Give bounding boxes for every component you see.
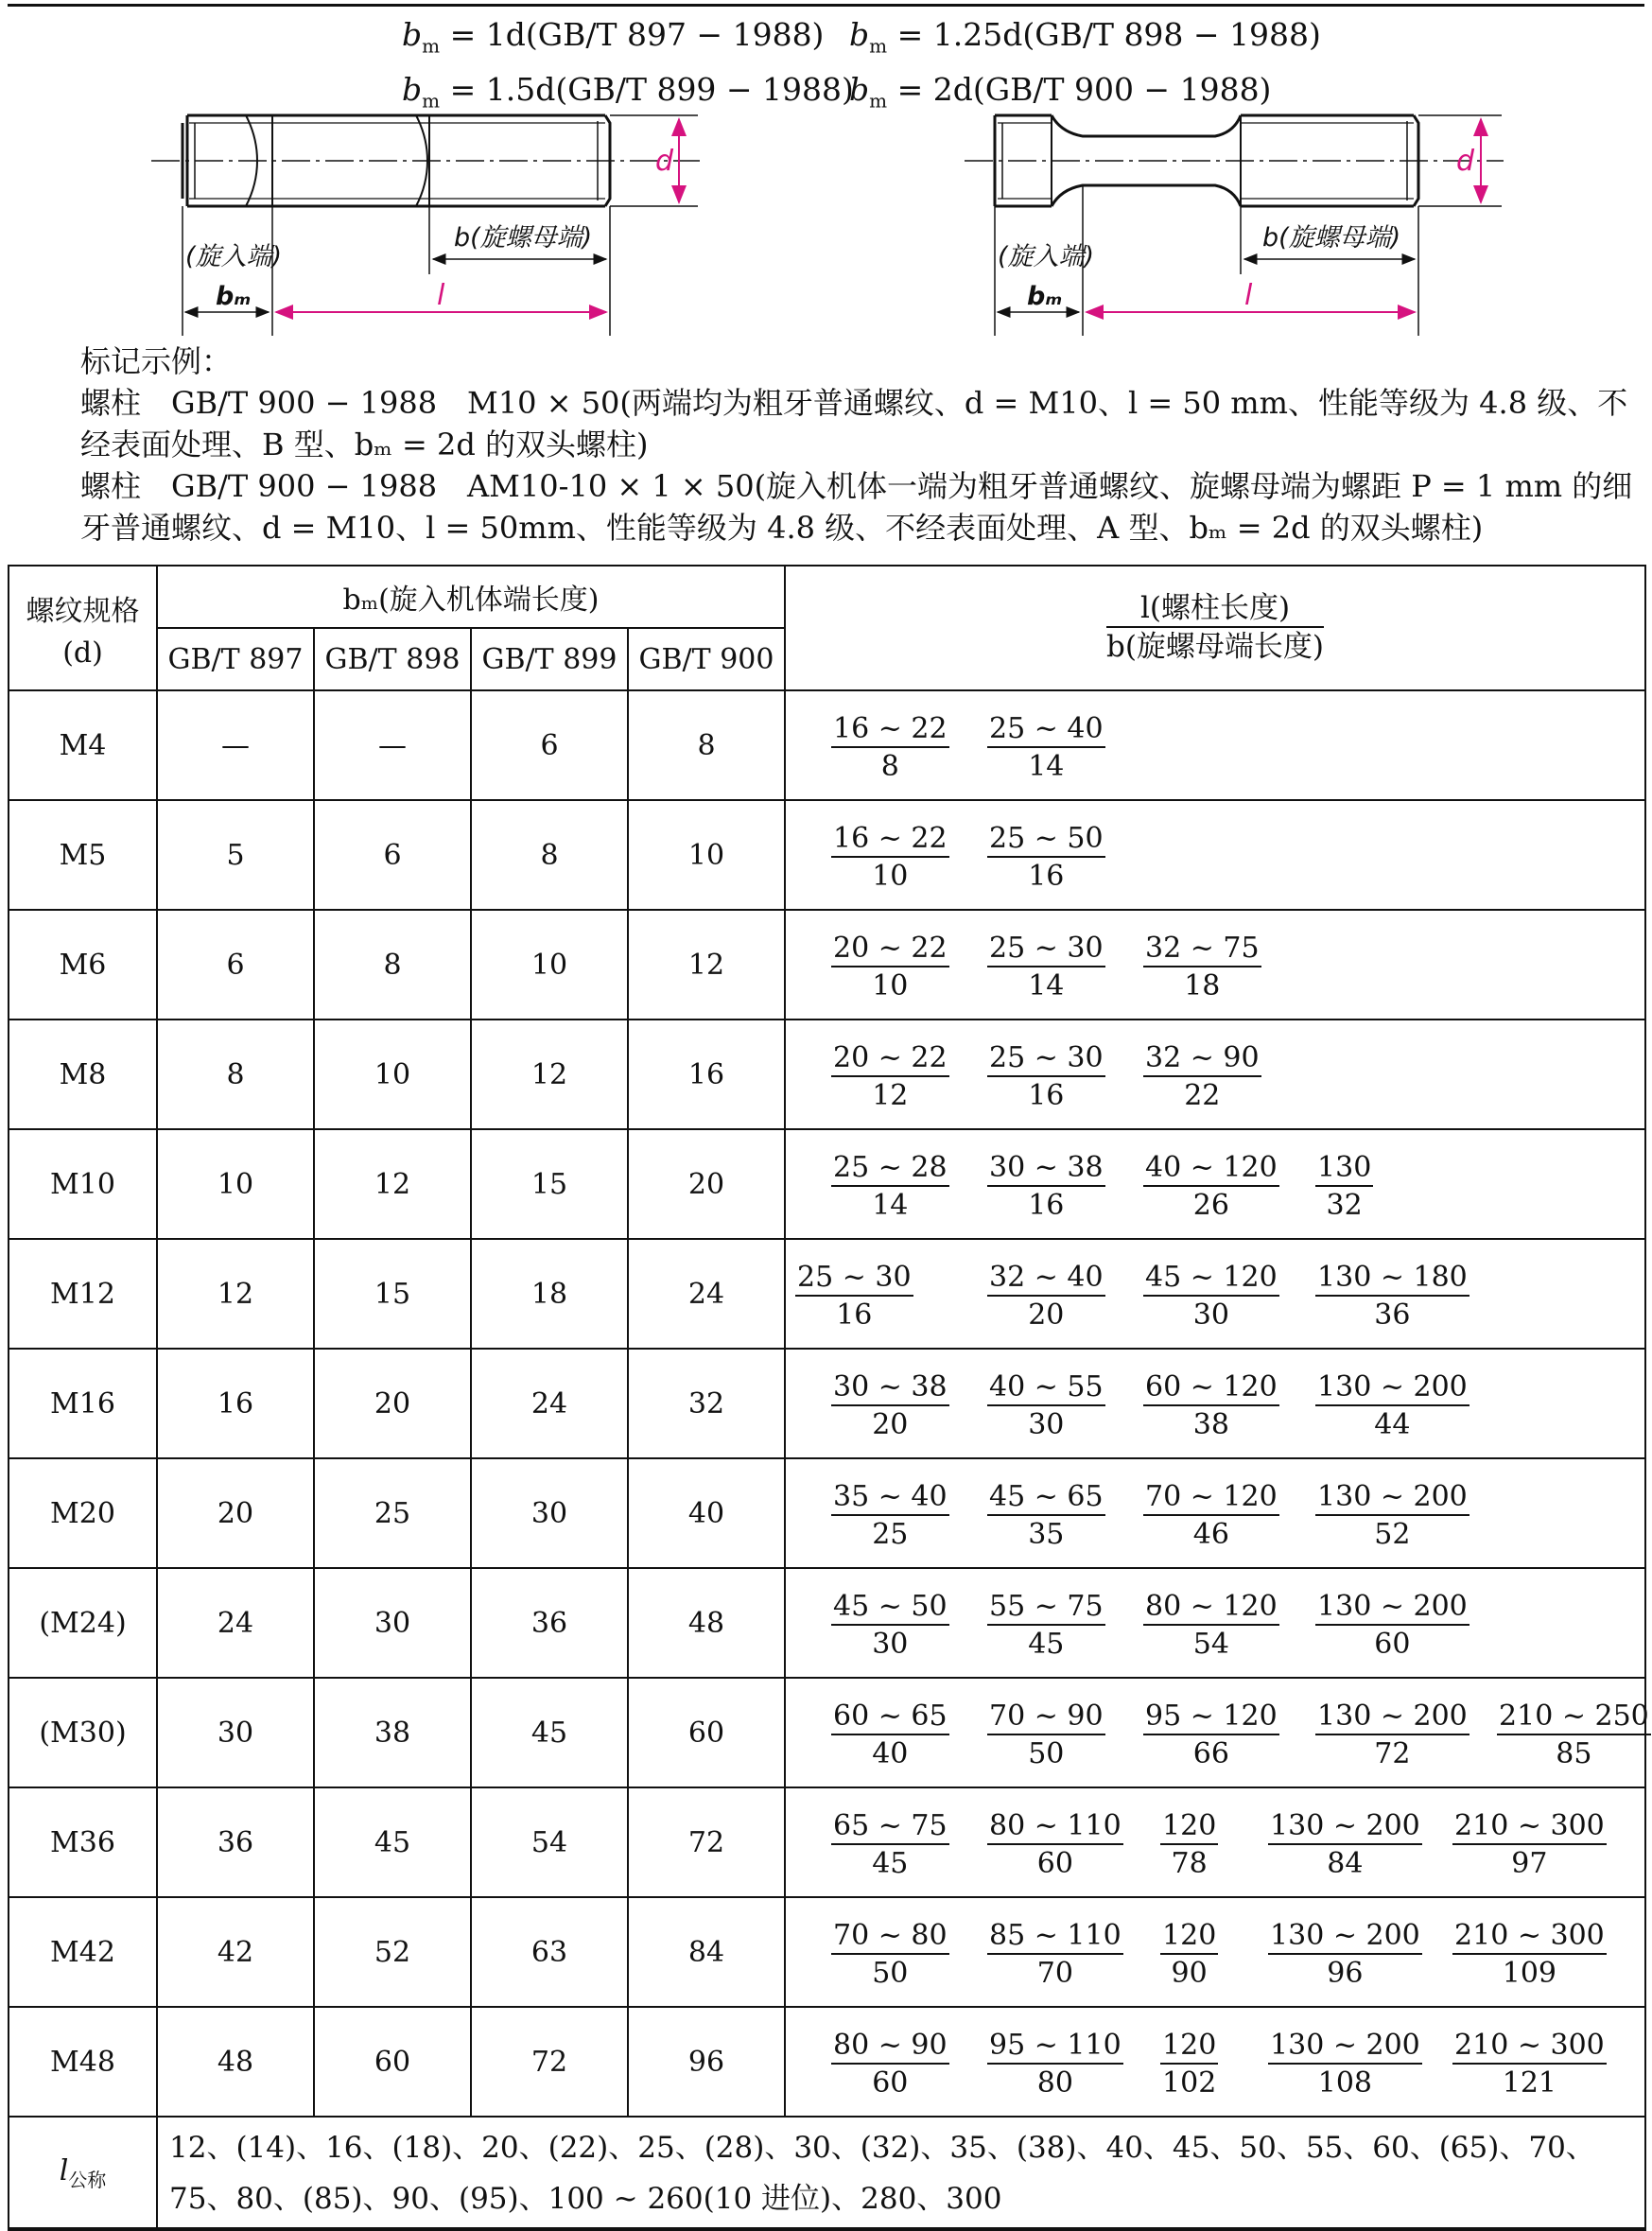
thread-spec-cell: M4 — [9, 690, 157, 800]
l-range: 80 ~ 120 — [1143, 1590, 1279, 1626]
l-b-fraction — [987, 1370, 1105, 1444]
thread-spec-cell: M12 — [9, 1239, 157, 1349]
l-b-fraction — [987, 1809, 1123, 1883]
b-length: 45 — [1028, 1628, 1065, 1661]
notes-example-2: 螺柱 GB/T 900 − 1988 AM10-10 × 1 × 50(旋入机体一端为粗牙普通螺纹、旋螺母端为螺距 P = 1 mm 的细牙普通螺纹、d = M10、l = 50mm、性能等级为 4.8 级、不经表面处理、A 型、bₘ = 2d 的双头螺柱) — [80, 468, 1633, 546]
bm-cell: 38 — [314, 1678, 471, 1787]
header-gb897: GB/T 897 — [157, 628, 314, 690]
l-range: 25 ~ 40 — [987, 712, 1105, 748]
l-b-fraction — [1315, 1370, 1469, 1444]
bm-cell: 20 — [157, 1458, 314, 1568]
bm-cell: 54 — [471, 1787, 628, 1897]
l-range: 130 ~ 200 — [1268, 2029, 1422, 2065]
l-b-fraction — [831, 1151, 949, 1225]
l-b-fraction — [1268, 1809, 1422, 1883]
l-range: 210 ~ 300 — [1452, 1919, 1607, 1955]
l-range: 45 ~ 50 — [831, 1590, 949, 1626]
stud-left — [151, 115, 700, 206]
label-bm-right: bₘ — [1027, 282, 1063, 311]
b-length: 84 — [1327, 1847, 1364, 1880]
l-b-cell — [785, 800, 1645, 910]
b-length: 108 — [1317, 2066, 1373, 2100]
l-range: 130 ~ 200 — [1315, 1699, 1469, 1735]
l-b-fraction — [1143, 932, 1261, 1005]
bm-cell: 10 — [628, 800, 785, 910]
bm-cell: 12 — [314, 1129, 471, 1239]
l-b-fraction — [987, 1919, 1123, 1993]
l-b-cell — [785, 1458, 1645, 1568]
formula-gb899: $b_m = 1.5d(GB/T$ 899 − 1988) — [402, 70, 854, 113]
l-b-fraction — [987, 1590, 1105, 1664]
l-b-fraction — [987, 1041, 1105, 1115]
bm-cell: 30 — [471, 1458, 628, 1568]
bm-cell: 84 — [628, 1897, 785, 2007]
l-range: 85 ~ 110 — [987, 1919, 1123, 1955]
l-b-fraction — [831, 2029, 949, 2102]
l-b-cell — [785, 1787, 1645, 1897]
b-length: 72 — [1374, 1737, 1411, 1770]
bm-cell: 15 — [314, 1239, 471, 1349]
bm-cell: 52 — [314, 1897, 471, 2007]
header-gb899: GB/T 899 — [471, 628, 628, 690]
bm-cell: 36 — [157, 1787, 314, 1897]
bm-cell: 36 — [471, 1568, 628, 1678]
l-b-fraction — [831, 1699, 949, 1773]
bm-cell: 20 — [628, 1129, 785, 1239]
header-l-b — [785, 566, 1645, 690]
l-b-fraction — [831, 712, 949, 786]
bm-cell: 72 — [471, 2007, 628, 2117]
stud-drawing — [0, 95, 1652, 340]
l-b-fraction — [831, 932, 949, 1005]
bm-cell: 72 — [628, 1787, 785, 1897]
bm-cell: 40 — [628, 1458, 785, 1568]
b-length: 78 — [1171, 1847, 1208, 1880]
l-b-fraction — [1160, 1809, 1218, 1883]
thread-spec-cell: M16 — [9, 1349, 157, 1458]
table-row — [9, 1239, 1645, 1349]
b-length: 46 — [1192, 1518, 1229, 1551]
bm-cell: 32 — [628, 1349, 785, 1458]
l-range: 45 ~ 65 — [987, 1480, 1105, 1516]
bm-cell: 25 — [314, 1458, 471, 1568]
b-length: 14 — [1028, 750, 1065, 783]
l-b-fraction — [1143, 1370, 1279, 1444]
l-range: 20 ~ 22 — [831, 932, 949, 967]
header-bm: bₘ(旋入机体端长度) — [157, 566, 785, 628]
b-length: 20 — [872, 1408, 909, 1441]
l-range: 210 ~ 300 — [1452, 1809, 1607, 1845]
b-length: 32 — [1326, 1189, 1363, 1222]
l-range: 130 ~ 180 — [1315, 1261, 1469, 1297]
b-length: 25 — [872, 1518, 909, 1551]
b-length: 36 — [1374, 1299, 1411, 1332]
l-b-fraction — [1315, 1590, 1469, 1664]
b-length: 60 — [1374, 1628, 1411, 1661]
bm-cell: 96 — [628, 2007, 785, 2117]
b-length: 50 — [1028, 1737, 1065, 1770]
bm-cell: 6 — [157, 910, 314, 1020]
l-b-cell — [785, 1239, 1645, 1349]
l-range: 210 ~ 300 — [1452, 2029, 1607, 2065]
bm-cell: 10 — [471, 910, 628, 1020]
l-b-fraction — [1143, 1699, 1279, 1773]
b-length: 8 — [880, 750, 899, 783]
bm-cell: 6 — [314, 800, 471, 910]
l-b-fraction — [831, 1809, 949, 1883]
b-length: 10 — [872, 969, 909, 1002]
header-b: b(旋螺母端长度) — [1105, 630, 1325, 664]
label-l-left: l — [437, 279, 445, 312]
l-range: 70 ~ 80 — [831, 1919, 949, 1955]
thread-spec-cell: M5 — [9, 800, 157, 910]
header-l: l(螺柱长度) — [1106, 590, 1324, 628]
b-length: 66 — [1192, 1737, 1229, 1770]
bm-cell: 8 — [628, 690, 785, 800]
b-length: 80 — [1036, 2066, 1073, 2100]
l-range: 60 ~ 65 — [831, 1699, 949, 1735]
l-range: 16 ~ 22 — [831, 822, 949, 858]
b-length: 40 — [872, 1737, 909, 1770]
l-b-fraction — [987, 1151, 1105, 1225]
l-b-cell — [785, 1897, 1645, 2007]
b-length: 90 — [1171, 1957, 1208, 1990]
l-b-fraction — [987, 822, 1105, 896]
b-length: 85 — [1556, 1737, 1592, 1770]
l-b-fraction — [1268, 1919, 1422, 1993]
l-nominal-row — [9, 2117, 1645, 2230]
l-range: 70 ~ 90 — [987, 1699, 1105, 1735]
table-row — [9, 1458, 1645, 1568]
bm-cell: 45 — [471, 1678, 628, 1787]
l-range: 130 — [1315, 1151, 1373, 1187]
table-row — [9, 1349, 1645, 1458]
l-b-fraction — [831, 822, 949, 896]
b-length: 121 — [1502, 2066, 1557, 2100]
bm-cell: 8 — [157, 1020, 314, 1129]
l-range: 25 ~ 30 — [987, 1041, 1105, 1077]
b-length: 14 — [872, 1189, 909, 1222]
label-screw-in-right: (旋入端) — [998, 242, 1095, 271]
table-row — [9, 2007, 1645, 2117]
table-body — [9, 690, 1649, 2230]
bm-cell: 16 — [628, 1020, 785, 1129]
notes-heading: 标记示例： — [80, 343, 233, 379]
thread-spec-cell: M42 — [9, 1897, 157, 2007]
l-range: 32 ~ 75 — [1143, 932, 1261, 967]
l-b-fraction — [1143, 1151, 1279, 1225]
l-range: 80 ~ 90 — [831, 2029, 949, 2065]
bm-cell: 42 — [157, 1897, 314, 2007]
bm-cell: 45 — [314, 1787, 471, 1897]
b-length: 60 — [1036, 1847, 1073, 1880]
bm-cell: 10 — [314, 1020, 471, 1129]
l-b-fraction — [1315, 1261, 1469, 1334]
l-range: 20 ~ 22 — [831, 1041, 949, 1077]
b-length: 97 — [1511, 1847, 1548, 1880]
table-row — [9, 1129, 1645, 1239]
formula-gb900: $b_m = 2d(GB/T$ 900 − 1988) — [849, 70, 1272, 113]
l-b-fraction — [1268, 2029, 1422, 2102]
l-range: 130 ~ 200 — [1315, 1370, 1469, 1406]
bm-cell: 10 — [157, 1129, 314, 1239]
l-b-cell — [785, 2007, 1645, 2117]
bm-cell: — — [157, 690, 314, 800]
label-l-right: l — [1244, 279, 1253, 312]
l-b-fraction — [1143, 1480, 1279, 1554]
b-length: 20 — [1028, 1299, 1065, 1332]
b-length: 12 — [872, 1079, 909, 1112]
l-range: 30 ~ 38 — [987, 1151, 1105, 1187]
l-range: 95 ~ 120 — [1143, 1699, 1279, 1735]
l-b-fraction — [1315, 1480, 1469, 1554]
b-length: 30 — [1028, 1408, 1065, 1441]
table-row — [9, 1787, 1645, 1897]
bm-cell: 5 — [157, 800, 314, 910]
l-range: 16 ~ 22 — [831, 712, 949, 748]
l-range: 130 ~ 200 — [1315, 1590, 1469, 1626]
l-b-fraction — [987, 2029, 1123, 2102]
b-length: 30 — [1192, 1299, 1229, 1332]
l-b-fraction — [795, 1261, 913, 1334]
l-range: 120 — [1160, 1809, 1218, 1845]
l-b-fraction — [1143, 1590, 1279, 1664]
l-b-fraction — [1315, 1151, 1373, 1225]
b-length: 35 — [1028, 1518, 1065, 1551]
l-b-fraction — [987, 932, 1105, 1005]
label-screw-in-left: (旋入端) — [185, 242, 283, 271]
bm-cell: 12 — [628, 910, 785, 1020]
thread-spec-cell: M48 — [9, 2007, 157, 2117]
b-length: 44 — [1374, 1408, 1411, 1441]
b-length: 102 — [1162, 2066, 1217, 2100]
l-b-fraction — [1315, 1699, 1469, 1773]
l-range: 60 ~ 120 — [1143, 1370, 1279, 1406]
l-range: 210 ~ 250 — [1497, 1699, 1651, 1735]
b-length: 26 — [1192, 1189, 1229, 1222]
l-b-fraction — [831, 1480, 949, 1554]
notes-example-1: 螺柱 GB/T 900 − 1988 M10 × 50(两端均为粗牙普通螺纹、d = M10、l = 50 mm、性能等级为 4.8 级、不经表面处理、B 型、bₘ = 2d 的双头螺柱) — [80, 385, 1628, 462]
l-range: 120 — [1160, 1919, 1218, 1955]
bm-cell: 24 — [157, 1568, 314, 1678]
l-range: 130 ~ 200 — [1268, 1809, 1422, 1845]
bm-cell: 20 — [314, 1349, 471, 1458]
thread-spec-cell: (M30) — [9, 1678, 157, 1787]
l-b-cell — [785, 1349, 1645, 1458]
l-b-fraction — [987, 712, 1105, 786]
formula-gb897: $b_m = 1d(GB/T$ 897 − 1988) — [402, 16, 825, 58]
l-range: 25 ~ 30 — [795, 1261, 913, 1297]
l-range: 30 ~ 38 — [831, 1370, 949, 1406]
bm-cell: 63 — [471, 1897, 628, 2007]
bm-cell: 30 — [157, 1678, 314, 1787]
thread-spec-cell: M6 — [9, 910, 157, 1020]
b-length: 38 — [1192, 1408, 1229, 1441]
formula-gb898: $b_m = 1.25d(GB/T$ 898 − 1988) — [849, 16, 1321, 58]
bm-cell: 6 — [471, 690, 628, 800]
l-b-cell — [785, 1678, 1649, 1787]
l-b-fraction — [831, 1041, 949, 1115]
bm-cell: 8 — [314, 910, 471, 1020]
l-range: 45 ~ 120 — [1143, 1261, 1279, 1297]
l-range: 35 ~ 40 — [831, 1480, 949, 1516]
label-b-right: b(旋螺母端) — [1262, 223, 1401, 253]
bm-cell: 8 — [471, 800, 628, 910]
b-length: 30 — [872, 1628, 909, 1661]
bm-cell: 30 — [314, 1568, 471, 1678]
b-length: 16 — [1028, 860, 1065, 893]
b-length: 18 — [1184, 969, 1221, 1002]
l-range: 25 ~ 30 — [987, 932, 1105, 967]
bm-cell: 16 — [157, 1349, 314, 1458]
l-b-fraction — [1143, 1261, 1279, 1334]
b-length: 10 — [872, 860, 909, 893]
table-row — [9, 1897, 1645, 2007]
bm-cell: 24 — [471, 1349, 628, 1458]
b-length: 22 — [1184, 1079, 1221, 1112]
l-b-fraction — [1160, 2029, 1218, 2102]
b-length: 109 — [1502, 1957, 1557, 1990]
b-length: 16 — [1028, 1189, 1065, 1222]
dim-d-right: d — [1456, 145, 1475, 178]
bm-cell: 24 — [628, 1239, 785, 1349]
bm-cell: 12 — [471, 1020, 628, 1129]
b-length: 70 — [1036, 1957, 1073, 1990]
bm-cell: 48 — [628, 1568, 785, 1678]
l-b-fraction — [987, 1261, 1105, 1334]
label-b-left: b(旋螺母端) — [454, 223, 593, 253]
l-range: 40 ~ 55 — [987, 1370, 1105, 1406]
l-b-fraction — [1452, 1809, 1607, 1883]
l-range: 32 ~ 40 — [987, 1261, 1105, 1297]
l-b-fraction — [987, 1480, 1105, 1554]
l-range: 55 ~ 75 — [987, 1590, 1105, 1626]
l-b-fraction — [1143, 1041, 1261, 1115]
b-length: 14 — [1028, 969, 1065, 1002]
l-range: 32 ~ 90 — [1143, 1041, 1261, 1077]
bm-cell: 18 — [471, 1239, 628, 1349]
l-range: 70 ~ 120 — [1143, 1480, 1279, 1516]
table-row — [9, 800, 1645, 910]
thread-spec-cell: M8 — [9, 1020, 157, 1129]
bm-cell: — — [314, 690, 471, 800]
l-nominal-label: $l_{公称}$ — [9, 2117, 157, 2230]
l-b-fraction — [1452, 2029, 1607, 2102]
l-nominal-values: 12、(14)、16、(18)、20、(22)、25、(28)、30、(32)、35、(38)、40、45、50、55、60、(65)、70、75、80、(85)、90、(95)、100 ~ 260(10 进位)、280、300 — [157, 2117, 1645, 2230]
thread-spec-cell: (M24) — [9, 1568, 157, 1678]
l-b-cell — [785, 1568, 1645, 1678]
l-b-cell — [785, 910, 1645, 1020]
l-range: 25 ~ 28 — [831, 1151, 949, 1187]
marking-examples — [19, 340, 1636, 549]
l-range: 95 ~ 110 — [987, 2029, 1123, 2065]
thread-spec-cell: M10 — [9, 1129, 157, 1239]
b-length: 52 — [1374, 1518, 1411, 1551]
l-b-fraction — [831, 1590, 949, 1664]
l-range: 40 ~ 120 — [1143, 1151, 1279, 1187]
header-gb898: GB/T 898 — [314, 628, 471, 690]
l-range: 25 ~ 50 — [987, 822, 1105, 858]
l-b-fraction — [987, 1699, 1105, 1773]
l-range: 80 ~ 110 — [987, 1809, 1123, 1845]
l-b-fraction — [1497, 1699, 1651, 1773]
dim-d-left: d — [655, 145, 674, 178]
table-row — [9, 1020, 1645, 1129]
label-bm-left: bₘ — [216, 282, 252, 311]
b-length: 54 — [1192, 1628, 1229, 1661]
table-row — [9, 1678, 1645, 1787]
b-length: 16 — [1028, 1079, 1065, 1112]
bm-cell: 12 — [157, 1239, 314, 1349]
thread-spec-cell: M36 — [9, 1787, 157, 1897]
bm-cell: 60 — [628, 1678, 785, 1787]
thread-spec-cell: M20 — [9, 1458, 157, 1568]
table-row — [9, 1568, 1645, 1678]
l-b-cell — [785, 1020, 1645, 1129]
l-range: 130 ~ 200 — [1315, 1480, 1469, 1516]
bm-cell: 15 — [471, 1129, 628, 1239]
bm-cell: 60 — [314, 2007, 471, 2117]
table-row — [9, 690, 1645, 800]
l-b-cell — [785, 1129, 1645, 1239]
b-length: 50 — [872, 1957, 909, 1990]
bm-cell: 48 — [157, 2007, 314, 2117]
b-length: 60 — [872, 2066, 909, 2100]
l-b-fraction — [831, 1919, 949, 1993]
b-length: 96 — [1327, 1957, 1364, 1990]
l-b-fraction — [831, 1370, 949, 1444]
stud-right — [965, 115, 1504, 206]
header-gb900: GB/T 900 — [628, 628, 785, 690]
header-thread-spec: 螺纹规格 (d) — [9, 566, 157, 690]
l-range: 65 ~ 75 — [831, 1809, 949, 1845]
l-range: 120 — [1160, 2029, 1218, 2065]
b-length: 45 — [872, 1847, 909, 1880]
table-row — [9, 910, 1645, 1020]
l-b-cell — [785, 690, 1645, 800]
l-b-fraction — [1160, 1919, 1218, 1993]
stud-spec-table — [8, 565, 1649, 2231]
l-b-fraction — [1452, 1919, 1607, 1993]
b-length: 16 — [836, 1299, 873, 1332]
l-range: 130 ~ 200 — [1268, 1919, 1422, 1955]
